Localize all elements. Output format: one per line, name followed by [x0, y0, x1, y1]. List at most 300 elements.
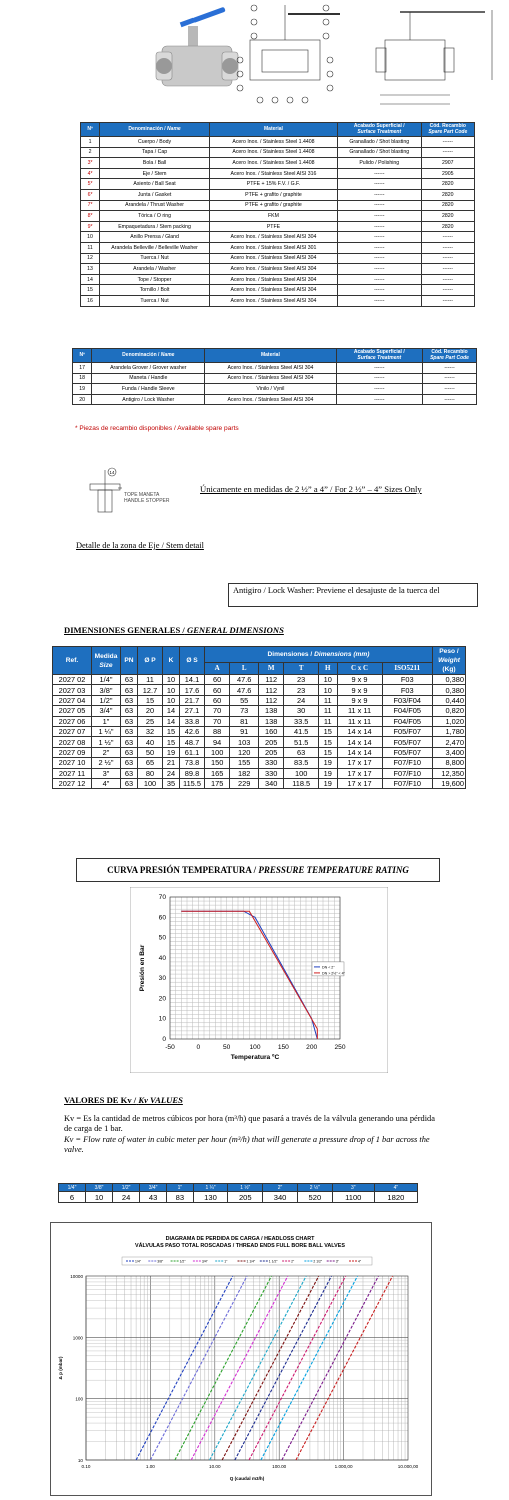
dims-cell: 80: [138, 768, 163, 778]
cell-code: 2820: [421, 200, 474, 211]
dimensions-table: [52, 646, 466, 789]
hl-legend-label: 1 1/2": [268, 1259, 278, 1264]
dims-cell: 25: [138, 716, 163, 726]
dims-cell: 19: [318, 768, 337, 778]
cell-code: 2820: [421, 211, 474, 222]
cell-surface: ------: [336, 373, 422, 384]
pt-legend: [312, 962, 346, 976]
pressure-temperature-chart: [130, 887, 388, 1073]
cell-material: Acero Inox. / Stainless Steel AISI 304: [209, 232, 337, 243]
cell-n: 8*: [81, 211, 100, 222]
pt-y-tick: 60: [158, 914, 166, 922]
dims-cell: 41.5: [284, 726, 319, 736]
dims-cell: 3/8": [92, 685, 121, 695]
kv-title: VALORES DE Kv / Kv VALUES: [64, 1095, 183, 1105]
cell-surface: ------: [336, 394, 422, 405]
cell-material: PTFE + grafito / graphite: [209, 200, 337, 211]
dims-cell: 30: [284, 706, 319, 716]
pt-x-tick: 200: [306, 1044, 318, 1051]
dims-cell: F05/F07: [382, 747, 432, 757]
hl-x-tick: 100.00: [272, 1464, 287, 1469]
dims-cell: 23: [284, 685, 319, 695]
exploded-drawing: [237, 5, 340, 103]
col-n: Nº: [81, 123, 100, 137]
col-dims: Dimensiones / Dimensions (mm): [205, 647, 433, 663]
col-code: Cód. Recambio Spare Part Code: [421, 123, 474, 137]
dims-cell: 205: [259, 737, 284, 747]
dims-cell: 150: [205, 758, 230, 768]
dims-cell: 47.6: [230, 675, 259, 685]
dims-cell: 2 ½": [92, 758, 121, 768]
kv-value: 83: [167, 1192, 193, 1203]
dims-cell: 15: [318, 726, 337, 736]
kv-value: 24: [113, 1192, 140, 1203]
headloss-title: DIAGRAMA DE PERDIDA DE CARGA / HEADLOSS CHART VÁLVULAS PASO TOTAL ROSCADAS / THREAD ENDS FULL BORE BALL VALVES: [135, 1236, 345, 1249]
hl-y-tick: 10000: [70, 1274, 83, 1279]
dims-cell: 2027 07: [53, 726, 92, 736]
hl-y-tick: 100: [75, 1396, 83, 1402]
parts-row-3: [81, 158, 475, 169]
col-ref: Ref.: [53, 647, 92, 675]
hl-legend-label: 1/2": [179, 1259, 186, 1264]
parts-row-7: [81, 200, 475, 211]
col-h: H: [318, 663, 337, 675]
pt-title: CURVA PRESIÓN TEMPERATURA / PRESSURE TEMPERATURE RATING: [76, 858, 440, 882]
dims-cell: 63: [121, 685, 138, 695]
dims-cell: 2027 10: [53, 758, 92, 768]
dims-cell: 60: [205, 675, 230, 685]
cell-material: Acero Inox. / Stainless Steel AISI 304: [209, 264, 337, 275]
hl-series-line: [296, 1276, 393, 1460]
dims-cell: 50: [138, 747, 163, 757]
dims-cell: 160: [259, 726, 284, 736]
cell-surface: ------: [337, 179, 421, 190]
cell-code: ------: [421, 137, 474, 148]
dims-cell: 48.7: [180, 737, 205, 747]
dims-cell: 11 x 11: [337, 706, 382, 716]
kv-size: 1/4": [59, 1184, 86, 1192]
dims-cell: 11: [318, 706, 337, 716]
dims-row: [53, 737, 466, 747]
pt-x-tick: -50: [165, 1044, 175, 1051]
cell-name: Funda / Handle Sleeve: [92, 384, 205, 395]
valve-illustrations: [80, 0, 509, 112]
parts-row-4: [81, 168, 475, 179]
dims-cell: 12.7: [138, 685, 163, 695]
pt-y-tick: 50: [158, 934, 166, 942]
dims-cell: 33.5: [284, 716, 319, 726]
cell-surface: ------: [337, 221, 421, 232]
dims-cell: 63: [121, 758, 138, 768]
dims-cell: 112: [259, 675, 284, 685]
cell-name: Maneta / Handle: [92, 373, 205, 384]
stem-detail-label: Detalle de la zona de Eje / Stem detail: [76, 541, 204, 550]
dims-cell: 330: [259, 768, 284, 778]
dims-cell: 115.5: [180, 778, 205, 788]
dims-cell: 60: [205, 685, 230, 695]
dims-cell: 11: [138, 675, 163, 685]
cell-surface: ------: [337, 264, 421, 275]
dims-cell: 182: [230, 768, 259, 778]
dims-cell: 17.6: [180, 685, 205, 695]
hl-legend-label: 1 1/4": [246, 1259, 256, 1264]
dims-cell: 32: [138, 726, 163, 736]
dims-cell: 63: [121, 768, 138, 778]
parts-row-12: [81, 253, 475, 264]
dims-row: [53, 695, 466, 705]
col-n: Nº: [73, 349, 92, 363]
dims-cell: 3/4": [92, 706, 121, 716]
parts-table: [80, 122, 475, 307]
dims-cell: 91: [230, 726, 259, 736]
hl-x-label: Q (caudal m3/h): [229, 1476, 265, 1481]
hl-series-line: [249, 1276, 346, 1460]
dims-cell: 81: [230, 716, 259, 726]
dims-cell: 2027 02: [53, 675, 92, 685]
dims-cell: 27.1: [180, 706, 205, 716]
parts-row-1: [81, 137, 475, 148]
dims-cell: 40: [138, 737, 163, 747]
cell-name: Tuerca / Nut: [100, 295, 210, 306]
pt-y-label: Presión en Bar: [139, 944, 146, 992]
kv-value: 130: [193, 1192, 228, 1203]
cell-material: Acero Inox. / Stainless Steel AISI 304: [205, 394, 336, 405]
dims-cell: 19: [318, 778, 337, 788]
hl-legend-label: 3": [335, 1259, 339, 1264]
lock-washer-box: Antigiro / Lock Washer: Previene el desajuste de la tuerca del: [228, 583, 478, 607]
dims-cell: 33.8: [180, 716, 205, 726]
hl-legend-label: 2": [291, 1259, 295, 1264]
spare-parts-note: * Piezas de recambio disponibles / Available spare parts: [75, 425, 239, 432]
hl-series-line: [191, 1276, 288, 1460]
dims-title: DIMENSIONES GENERALES / GENERAL DIMENSIONS: [64, 625, 284, 635]
col-material: Material: [209, 123, 337, 137]
dims-cell: 2027 04: [53, 695, 92, 705]
pt-y-tick: 20: [158, 995, 166, 1003]
dims-cell: 63: [121, 737, 138, 747]
col-pn: PN: [121, 647, 138, 675]
dims-row: [53, 747, 466, 757]
dims-cell: 10: [318, 685, 337, 695]
dims-cell: 165: [205, 768, 230, 778]
hl-series-line: [261, 1276, 358, 1460]
valve-photo: [156, 7, 238, 86]
dims-row: [53, 758, 466, 768]
side-drawing: [376, 10, 492, 104]
kv-value: 205: [228, 1192, 263, 1203]
parts-row-8: [81, 211, 475, 222]
col-name: Denominación / Name: [100, 123, 210, 137]
col-t: T: [284, 663, 319, 675]
cell-material: Vinilo / Vynil: [205, 384, 336, 395]
dims-cell: 175: [205, 778, 230, 788]
cell-surface: ------: [337, 232, 421, 243]
dims-cell: 17 x 17: [337, 778, 382, 788]
cell-n: 2: [81, 147, 100, 158]
dims-cell: 14 x 14: [337, 737, 382, 747]
pt-x-tick: 250: [334, 1044, 346, 1051]
cell-code: ------: [421, 274, 474, 285]
dims-cell: 10: [163, 685, 180, 695]
cell-material: PTFE + grafito / graphite: [209, 189, 337, 200]
pt-y-tick: 0: [162, 1036, 166, 1043]
cell-code: ------: [421, 295, 474, 306]
cell-surface: ------: [337, 189, 421, 200]
dims-cell: 63: [121, 675, 138, 685]
cell-name: Empaquetadura / Stem packing: [100, 221, 210, 232]
dims-cell: 340: [259, 778, 284, 788]
cell-n: 7*: [81, 200, 100, 211]
parts-row-5: [81, 179, 475, 190]
dims-cell: 63: [121, 726, 138, 736]
parts-row-16: [81, 295, 475, 306]
dims-cell: 2027 03: [53, 685, 92, 695]
dims-cell: 24: [163, 768, 180, 778]
dims-cell: 83.5: [284, 758, 319, 768]
cell-material: Acero Inox. / Stainless Steel 1.4408: [209, 158, 337, 169]
cell-name: Asiento / Ball Seat: [100, 179, 210, 190]
dims-row: [53, 685, 466, 695]
dims-cell: 138: [259, 706, 284, 716]
kv-value: 6: [59, 1192, 86, 1203]
hl-series-line: [175, 1276, 272, 1460]
cell-n: 11: [81, 242, 100, 253]
dims-cell: F04/F05: [382, 706, 432, 716]
dims-cell: 23: [284, 675, 319, 685]
col-m: M: [259, 663, 284, 675]
cell-name: Tornillo / Bolt: [100, 285, 210, 296]
dims-cell: F03: [382, 685, 432, 695]
parts-row-11: [81, 242, 475, 253]
kv-value: 1820: [374, 1192, 417, 1203]
dims-cell: 15: [138, 695, 163, 705]
dims-cell: 2,470: [433, 737, 466, 747]
cell-n: 20: [73, 394, 92, 405]
hl-legend-label: 1/4": [135, 1259, 141, 1264]
cell-n: 3*: [81, 158, 100, 169]
dims-cell: 1,780: [433, 726, 466, 736]
dims-cell: F05/F07: [382, 726, 432, 736]
pt-x-tick: 150: [277, 1044, 289, 1051]
dims-cell: 60: [205, 695, 230, 705]
dims-cell: 89.8: [180, 768, 205, 778]
col-surface: Acabado Superficial / Surface Treatment: [337, 123, 421, 137]
dims-cell: 63: [121, 706, 138, 716]
cell-name: Arandela Belleville / Belleville Washer: [100, 242, 210, 253]
dims-cell: 73: [230, 706, 259, 716]
dims-cell: 63: [121, 778, 138, 788]
kv-size: 3": [332, 1184, 374, 1192]
cell-code: 2905: [421, 168, 474, 179]
pt-x-tick: 50: [222, 1044, 231, 1051]
hl-legend-label: 3/4": [201, 1259, 208, 1264]
cell-n: 19: [73, 384, 92, 395]
hl-legend-label: 2 1/2": [313, 1259, 323, 1264]
cell-n: 15: [81, 285, 100, 296]
sizes-note: Únicamente en medidas de 2 ½” a 4” / For 2 ½” – 4” Sizes Only: [200, 484, 422, 494]
dims-cell: 65: [138, 758, 163, 768]
dims-cell: 63: [121, 695, 138, 705]
parts-row-2: [81, 147, 475, 158]
dims-cell: 1 ½": [92, 737, 121, 747]
parts-table-2: [72, 348, 477, 405]
cell-n: 12: [81, 253, 100, 264]
dims-cell: 21: [163, 758, 180, 768]
cell-code: 2820: [421, 221, 474, 232]
kv-size: 1/2": [113, 1184, 140, 1192]
cell-surface: ------: [337, 285, 421, 296]
dims-cell: F05/F07: [382, 737, 432, 747]
dims-row: [53, 768, 466, 778]
dims-cell: 0,440: [433, 695, 466, 705]
dims-cell: F07/F10: [382, 768, 432, 778]
cell-code: ------: [421, 264, 474, 275]
hl-legend-label: 4": [358, 1259, 362, 1264]
dims-cell: 100: [205, 747, 230, 757]
dims-cell: 15: [163, 726, 180, 736]
dims-cell: 100: [138, 778, 163, 788]
dims-cell: 35: [163, 778, 180, 788]
pt-legend-label: DN > 2½" < 4": [322, 971, 345, 976]
col-weight: Peso / Weight (Kg): [433, 647, 466, 675]
cell-material: Acero Inox. / Stainless Steel 1.4408: [209, 137, 337, 148]
dims-cell: 8,800: [433, 758, 466, 768]
hl-x-tick: 1.00: [145, 1464, 155, 1469]
dims-cell: 205: [259, 747, 284, 757]
cell-n: 6*: [81, 189, 100, 200]
dims-cell: 19,600: [433, 778, 466, 788]
parts2-row-19: [73, 384, 477, 395]
dims-cell: 88: [205, 726, 230, 736]
cell-n: 10: [81, 232, 100, 243]
cell-material: PTFE: [209, 221, 337, 232]
hl-series-line: [235, 1276, 332, 1460]
dims-cell: 24: [284, 695, 319, 705]
cell-material: Acero Inox. / Stainless Steel AISI 304: [205, 373, 336, 384]
col-name: Denominación / Name: [92, 349, 205, 363]
col-ds: Ø S: [180, 647, 205, 675]
dims-cell: 63: [284, 747, 319, 757]
cell-surface: ------: [337, 253, 421, 264]
cell-code: 2820: [421, 179, 474, 190]
hl-legend-label: 1": [224, 1259, 228, 1264]
hl-x-tick: 10.00: [209, 1464, 221, 1469]
dims-cell: 0,380: [433, 675, 466, 685]
col-a: A: [205, 663, 230, 675]
cell-material: Acero Inox. / Stainless Steel AISI 304: [209, 253, 337, 264]
cell-name: Cuerpo / Body: [100, 137, 210, 148]
col-size: Medida Size: [92, 647, 121, 675]
cell-name: Junta / Gasket: [100, 189, 210, 200]
dims-cell: 10: [163, 675, 180, 685]
cell-surface: ------: [336, 384, 422, 395]
kv-value: 10: [86, 1192, 113, 1203]
dims-cell: 9 x 9: [337, 675, 382, 685]
dims-cell: F07/F10: [382, 778, 432, 788]
cell-material: Acero Inox. / Stainless Steel AISI 304: [209, 285, 337, 296]
kv-size: 1 ¼": [193, 1184, 228, 1192]
cell-material: Acero Inox. / Stainless Steel AISI 304: [205, 363, 336, 374]
parts-row-9: [81, 221, 475, 232]
dims-cell: 63: [121, 716, 138, 726]
parts-row-15: [81, 285, 475, 296]
cell-surface: ------: [337, 168, 421, 179]
cell-surface: ------: [336, 363, 422, 374]
cell-surface: ------: [337, 200, 421, 211]
dims-cell: 42.6: [180, 726, 205, 736]
dims-cell: 19: [318, 758, 337, 768]
cell-n: 13: [81, 264, 100, 275]
parts-row-14: [81, 274, 475, 285]
col-l: L: [230, 663, 259, 675]
pt-y-tick: 30: [158, 975, 166, 983]
dims-row: [53, 706, 466, 716]
dims-cell: 11 x 11: [337, 716, 382, 726]
dims-cell: 94: [205, 737, 230, 747]
headloss-chart: [52, 1254, 428, 1492]
dims-cell: F07/F10: [382, 758, 432, 768]
hl-plot-area: [86, 1276, 408, 1460]
hl-series-line: [150, 1276, 247, 1460]
dims-cell: 1,020: [433, 716, 466, 726]
dims-cell: 55: [230, 695, 259, 705]
kv-size: 1": [167, 1184, 193, 1192]
cell-n: 5*: [81, 179, 100, 190]
hl-legend-label: 3/8": [157, 1259, 164, 1264]
dims-cell: 100: [284, 768, 319, 778]
col-dp: Ø P: [138, 647, 163, 675]
cell-material: Acero Inox. / Stainless Steel AISI 316: [209, 168, 337, 179]
dims-cell: 11: [318, 695, 337, 705]
dims-cell: 0,820: [433, 706, 466, 716]
hl-series-line: [222, 1276, 319, 1460]
cell-name: Tuerca / Nut: [100, 253, 210, 264]
stopper-label: TOPE MANETA HANDLE STOPPER: [124, 492, 170, 504]
dims-cell: 12,350: [433, 768, 466, 778]
col-code: Cód. Recambio Spare Part Code: [423, 349, 477, 363]
cell-surface: Pulido / Polishing: [337, 158, 421, 169]
dims-cell: 70: [205, 706, 230, 716]
dims-cell: 138: [259, 716, 284, 726]
dims-cell: 9 x 9: [337, 695, 382, 705]
pt-y-tick: 10: [158, 1015, 166, 1023]
kv-size: 3/4": [140, 1184, 167, 1192]
cell-code: ------: [421, 147, 474, 158]
cell-n: 18: [73, 373, 92, 384]
dims-cell: 229: [230, 778, 259, 788]
cell-material: Acero Inox. / Stainless Steel AISI 304: [209, 274, 337, 285]
cell-n: 16: [81, 295, 100, 306]
kv-table: [58, 1183, 418, 1203]
dims-cell: 19: [163, 747, 180, 757]
dims-cell: 70: [205, 716, 230, 726]
dims-row: [53, 726, 466, 736]
cell-name: Antigiro / Lock Washer: [92, 394, 205, 405]
dims-cell: 14 x 14: [337, 726, 382, 736]
kv-value: 43: [140, 1192, 167, 1203]
cell-name: Arandela / Washer: [100, 264, 210, 275]
dims-cell: F03: [382, 675, 432, 685]
parts2-row-17: [73, 363, 477, 374]
pt-x-tick: 100: [249, 1044, 261, 1051]
dims-cell: 15: [318, 737, 337, 747]
kv-description: Kv = Es la cantidad de metros cúbicos por hora (m³/h) que pasará a través de la válvula generando una pérdida de carga de 1 bar. Kv = Flow rate of water in cubic meter per hour (m³/h) that will generate a pressure drop of 1 bar across the valve.: [64, 1114, 435, 1155]
pt-y-tick: 40: [158, 954, 166, 962]
dims-cell: 118.5: [284, 778, 319, 788]
pt-x-label: Temperatura ºC: [230, 1054, 280, 1061]
dims-cell: 63: [121, 747, 138, 757]
dims-cell: 1/4": [92, 675, 121, 685]
